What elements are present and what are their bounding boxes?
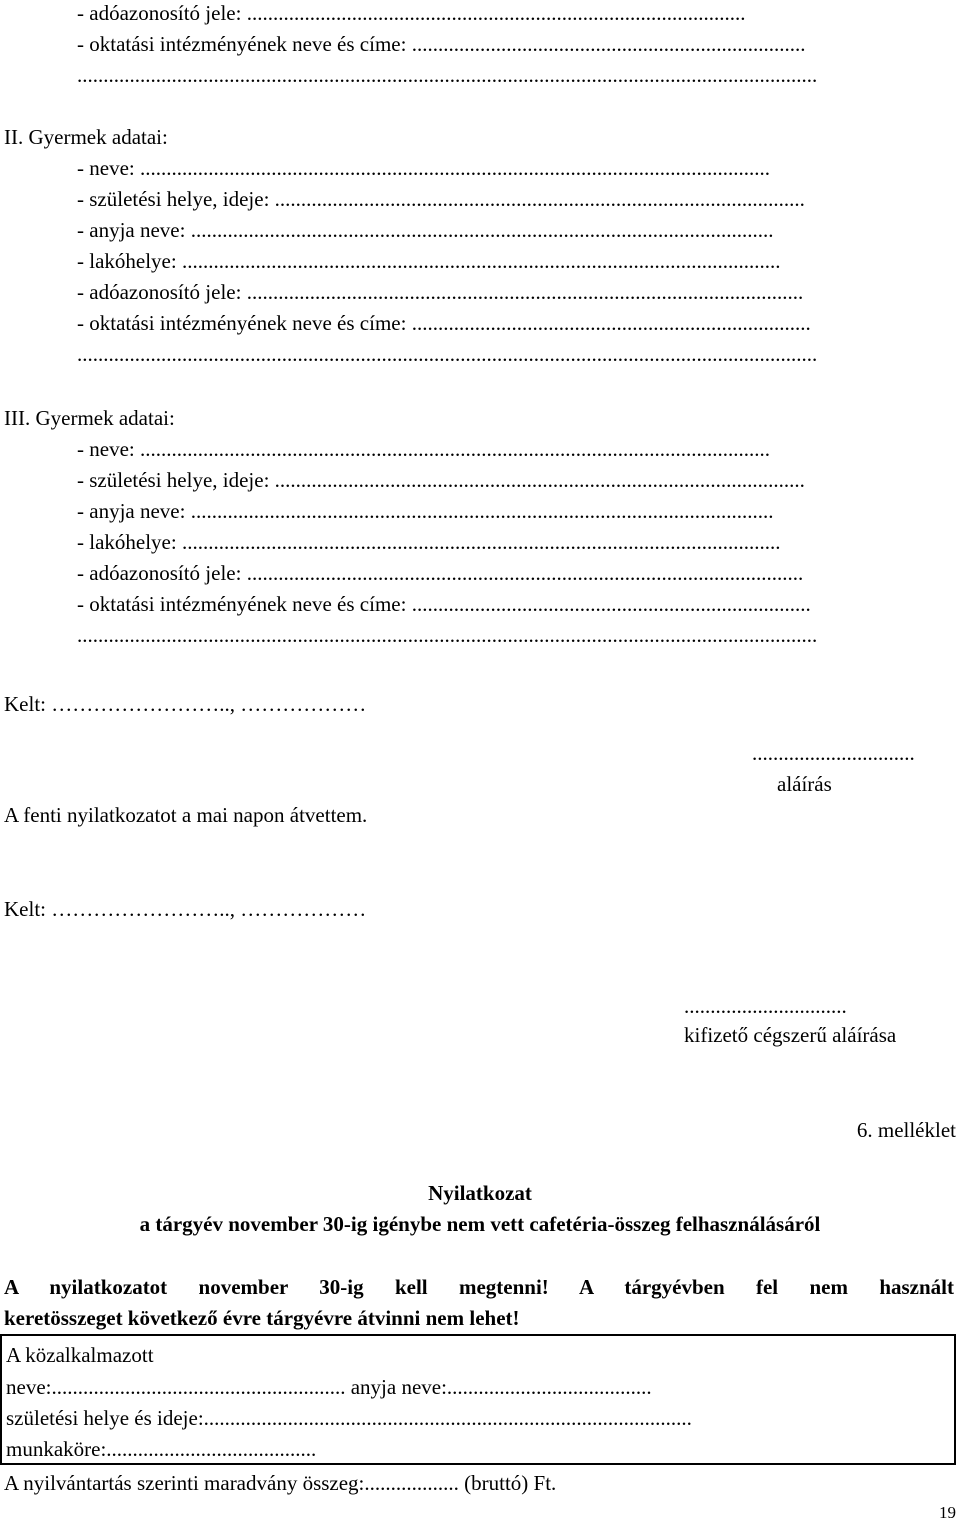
page-number: 19 <box>939 1503 956 1522</box>
document-title: Nyilatkozat <box>428 1181 532 1205</box>
field-child3-birth: - születési helye, ideje: ..................................................................................................... <box>77 468 805 492</box>
signature-dots-2: ............................... <box>684 994 847 1018</box>
field-child1-school-cont: ............................................................................................................................................. <box>77 63 818 87</box>
date-place-line-1: Kelt: …………………….., ……………… <box>4 692 367 716</box>
section-2-heading: II. Gyermek adatai: <box>4 125 168 149</box>
section-3-heading: III. Gyermek adatai: <box>4 406 175 430</box>
field-child3-address: - lakóhelye: .................................................................................................................. <box>77 530 781 554</box>
document-subtitle: a tárgyév november 30-ig igénybe nem vett cafetéria-összeg felhasználásáról <box>139 1212 821 1236</box>
box-birth-line: születési helye és ideje:............................................................................................. <box>6 1406 692 1430</box>
field-child2-mother: - anyja neve: ............................................................................................................... <box>77 218 774 242</box>
field-child1-tax-id: - adóazonosító jele: ............................................................................................... <box>77 1 746 25</box>
field-child2-name: - neve: ........................................................................................................................ <box>77 156 770 180</box>
box-heading: A közalkalmazott <box>6 1343 154 1367</box>
field-child2-tax-id: - adóazonosító jele: .......................................................................................................... <box>77 280 804 304</box>
field-child3-school: - oktatási intézményének neve és címe: ............................................................................ <box>77 592 811 616</box>
box-name-line: neve:........................................................ anyja neve:....................................... <box>6 1375 652 1399</box>
remainder-amount-line: A nyilvántartás szerinti maradvány összeg:.................. (bruttó) Ft. <box>4 1471 557 1495</box>
notice-line-1: A nyilatkozatot november 30-ig kell megtenni! A tárgyévben fel nem használt <box>4 1275 954 1299</box>
notice-line-2: keretösszeget következő évre tárgyévre átvinni nem lehet! <box>4 1306 520 1330</box>
annex-label: 6. melléklet <box>856 1118 956 1142</box>
field-child3-school-cont: ............................................................................................................................................. <box>77 623 818 647</box>
field-child2-school: - oktatási intézményének neve és címe: ............................................................................ <box>77 311 811 335</box>
field-child1-school: - oktatási intézményének neve és címe: ........................................................................... <box>77 32 806 56</box>
field-child3-mother: - anyja neve: ............................................................................................................... <box>77 499 774 523</box>
signature-label-2: kifizető cégszerű aláírása <box>684 1023 897 1047</box>
field-child2-school-cont: ............................................................................................................................................. <box>77 342 818 366</box>
signature-dots-1: ............................... <box>752 741 915 765</box>
employee-data-box <box>0 1334 956 1465</box>
field-child3-tax-id: - adóazonosító jele: .......................................................................................................... <box>77 561 804 585</box>
field-child2-birth: - születési helye, ideje: ..................................................................................................... <box>77 187 805 211</box>
signature-label-1: aláírás <box>777 772 832 796</box>
date-place-line-2: Kelt: …………………….., ……………… <box>4 897 367 921</box>
field-child2-address: - lakóhelye: .................................................................................................................. <box>77 249 781 273</box>
box-job-line: munkaköre:........................................ <box>6 1437 317 1461</box>
received-statement: A fenti nyilatkozatot a mai napon átvettem. <box>4 803 368 827</box>
field-child3-name: - neve: ........................................................................................................................ <box>77 437 770 461</box>
